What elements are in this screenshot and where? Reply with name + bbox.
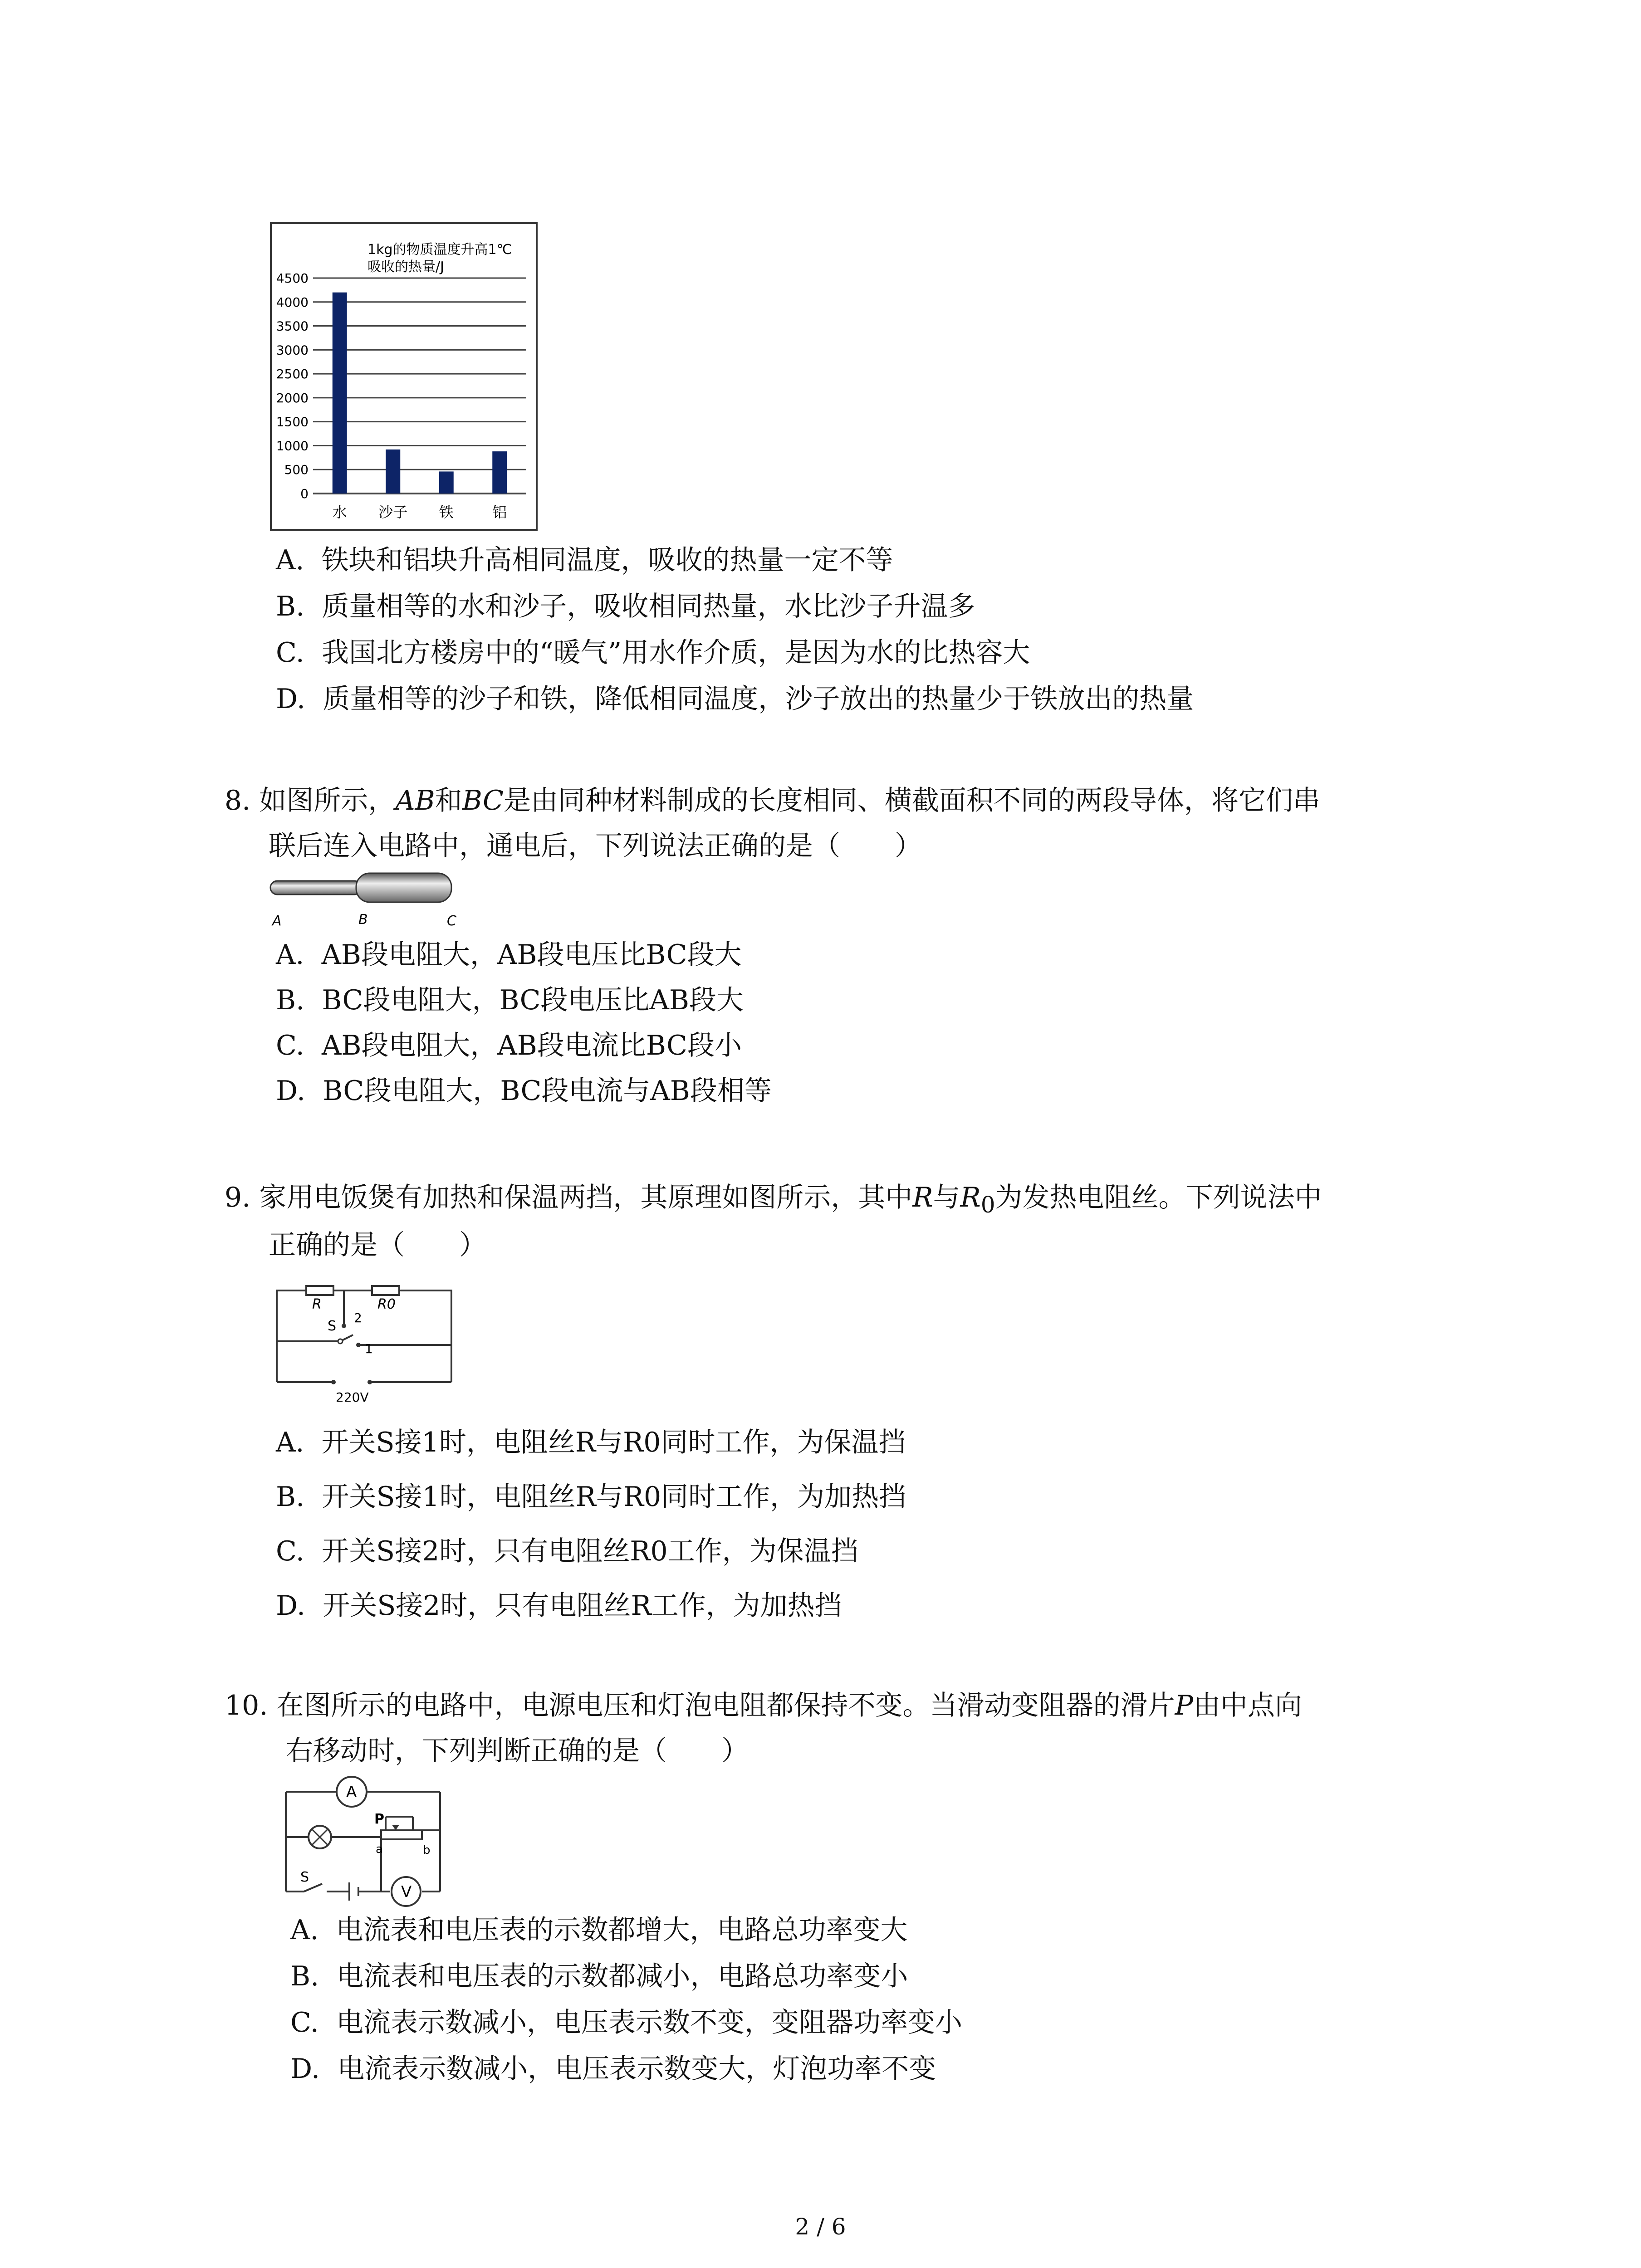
option-text: 电流表示数减小，电压表示数不变，变阻器功率变小 (336, 2007, 962, 2038)
q9-stem-line-2: 正确的是（ ） (269, 1229, 486, 1261)
q8-stem-line-1 (225, 778, 1320, 823)
option-text: 开关S接1时，电阻丝R与R0同时工作，为保温挡 (321, 1427, 906, 1458)
option-letter: D. (276, 683, 306, 715)
resistor-r0 (372, 1286, 399, 1295)
chart-category-label: 水 (332, 503, 347, 521)
label-pos-2: 2 (354, 1310, 362, 1325)
ammeter-label: A (346, 1783, 357, 1801)
option-letter: C. (276, 637, 304, 669)
option-letter: B. (276, 1481, 305, 1513)
var-bc: BC (462, 785, 504, 816)
terminal-right (367, 1380, 372, 1384)
option-text: 开关S接2时，只有电阻丝R工作，为加热挡 (323, 1590, 842, 1622)
q9-option-c[interactable] (276, 1529, 858, 1574)
rheostat (381, 1830, 422, 1839)
option-text: 开关S接1时，电阻丝R与R0同时工作，为加热挡 (322, 1481, 906, 1513)
stem-text: 在图所示的电路中，电源电压和灯泡电阻都保持不变。当滑动变阻器的滑片 (276, 1690, 1175, 1721)
var-r0: R (960, 1182, 981, 1213)
q10-stem-line-2: 右移动时，下列判断正确的是（ ） (286, 1735, 749, 1767)
q8-option-b[interactable] (276, 978, 744, 1023)
rice-cooker-svg (263, 1272, 463, 1422)
var-p: P (1175, 1690, 1193, 1721)
q9-stem-line-1 (225, 1175, 1322, 1227)
option-letter: D. (290, 2053, 320, 2085)
label-p: P (374, 1811, 384, 1827)
var-ab: AB (395, 785, 435, 816)
label-pos-1: 1 (365, 1341, 373, 1356)
resistor-r (306, 1286, 333, 1295)
contact-1 (356, 1343, 361, 1347)
option-text: 我国北方楼房中的“暖气”用水作介质，是因为水的比热容大 (322, 637, 1030, 669)
chart-ytick-label: 4000 (276, 294, 309, 310)
option-text: 电流表和电压表的示数都减小，电路总功率变小 (336, 1960, 908, 1992)
q8-option-c[interactable] (276, 1023, 742, 1068)
q7-option-a[interactable] (276, 538, 893, 583)
chart-ytick-label: 0 (300, 486, 309, 501)
subscript: 0 (980, 1192, 995, 1218)
option-letter: A. (276, 939, 304, 971)
q9-option-a[interactable] (276, 1420, 906, 1465)
page-number: 2 / 6 (795, 2214, 846, 2240)
label-s: S (328, 1318, 337, 1334)
q7-option-c[interactable] (276, 630, 1030, 675)
stem-text: 与 (933, 1182, 960, 1213)
option-text: 开关S接2时，只有电阻丝R0工作，为保温挡 (322, 1535, 858, 1567)
stem-text: 是由同种材料制成的长度相同、横截面积不同的两段导体，将它们串 (503, 785, 1320, 816)
conductor-svg (268, 869, 463, 932)
option-text: BC段电阻大，BC段电流与AB段相等 (323, 1075, 772, 1107)
heat-chart-svg (270, 222, 538, 531)
q10-option-b[interactable] (290, 1954, 908, 1999)
slider-circuit (277, 1771, 467, 1907)
question-number: 9. (225, 1182, 251, 1213)
slider-circuit-svg (277, 1771, 467, 1907)
option-letter: A. (276, 1427, 304, 1458)
label-a: A (272, 913, 282, 929)
voltmeter-label: V (401, 1883, 412, 1901)
terminal-left (331, 1380, 336, 1384)
option-letter: B. (276, 591, 305, 622)
option-text: AB段电阻大，AB段电流比BC段小 (322, 1030, 742, 1061)
chart-ytick-label: 3000 (276, 342, 309, 358)
stem-text: 如图所示， (259, 785, 396, 816)
option-text: AB段电阻大，AB段电压比BC段大 (321, 939, 742, 971)
var-r: R (912, 1182, 933, 1213)
chart-ytick-label: 1500 (276, 414, 309, 430)
option-letter: D. (276, 1075, 306, 1107)
chart-bar-2 (439, 471, 454, 494)
thick-segment-bc (356, 873, 451, 902)
option-text: 质量相等的水和沙子，吸收相同热量，水比沙子升温多 (322, 591, 975, 622)
label-b: b (423, 1843, 431, 1857)
q10-stem-line-1 (225, 1683, 1302, 1728)
chart-category-label: 沙子 (378, 503, 408, 521)
label-a: a (376, 1843, 383, 1856)
label-s: S (300, 1869, 309, 1885)
stem-text: 由中点向 (1193, 1690, 1302, 1721)
switch-pivot (338, 1339, 343, 1344)
chart-bar-3 (492, 451, 507, 494)
label-r0: R0 (377, 1296, 396, 1312)
option-letter: C. (276, 1535, 304, 1567)
stem-text: 和 (435, 785, 462, 816)
option-text: BC段电阻大，BC段电压比AB段大 (322, 984, 744, 1016)
q10-option-c[interactable] (290, 2000, 962, 2045)
heat-chart (270, 222, 538, 531)
option-text: 电流表示数减小，电压表示数变大，灯泡功率不变 (337, 2053, 936, 2085)
option-letter: D. (276, 1590, 306, 1622)
chart-title-line-1: 1kg的物质温度升高1℃ (367, 242, 512, 258)
q7-option-d[interactable] (276, 676, 1194, 722)
q9-option-b[interactable] (276, 1474, 906, 1520)
q8-option-a[interactable] (276, 932, 742, 978)
q8-stem-line-2: 联后连入电路中，通电后，下列说法正确的是（ ） (269, 830, 922, 862)
contact-2 (342, 1324, 346, 1328)
question-number: 10. (225, 1690, 268, 1721)
q10-option-d[interactable] (290, 2046, 936, 2092)
q8-option-d[interactable] (276, 1068, 772, 1114)
chart-ytick-label: 4500 (276, 271, 309, 286)
q10-option-a[interactable] (290, 1907, 908, 1953)
label-220v: 220V (336, 1390, 369, 1405)
option-letter: C. (276, 1030, 304, 1061)
chart-ytick-label: 2500 (276, 367, 309, 382)
chart-category-label: 铁 (439, 503, 454, 521)
option-letter: A. (290, 1914, 319, 1946)
label-b: B (358, 912, 368, 928)
option-letter: B. (290, 1960, 319, 1992)
stem-text: 家用电饭煲有加热和保温两挡，其原理如图所示，其中 (259, 1182, 913, 1213)
q7-option-b[interactable] (276, 584, 975, 629)
chart-bar-0 (333, 293, 347, 494)
chart-ytick-label: 500 (284, 462, 309, 478)
chart-ytick-label: 1000 (276, 438, 309, 454)
q9-option-d[interactable] (276, 1583, 842, 1628)
option-text: 铁块和铝块升高相同温度，吸收的热量一定不等 (321, 544, 893, 576)
thin-segment-ab (270, 881, 361, 894)
option-letter: C. (290, 2007, 319, 2038)
chart-category-label: 铝 (492, 503, 507, 521)
rice-cooker-circuit (263, 1272, 463, 1422)
conductor-figure (268, 869, 463, 932)
label-r: R (312, 1296, 322, 1312)
chart-ytick-label: 3500 (276, 318, 309, 334)
question-number: 8. (225, 785, 251, 816)
option-text: 质量相等的沙子和铁，降低相同温度，沙子放出的热量少于铁放出的热量 (323, 683, 1194, 715)
chart-ytick-label: 2000 (276, 390, 309, 406)
option-text: 电流表和电压表的示数都增大，电路总功率变大 (336, 1914, 908, 1946)
option-letter: B. (276, 984, 305, 1016)
label-c: C (447, 913, 456, 929)
stem-text: 为发热电阻丝。下列说法中 (995, 1182, 1322, 1213)
chart-bar-1 (386, 450, 400, 494)
option-letter: A. (276, 544, 304, 576)
chart-title-line-2: 吸收的热量/J (367, 259, 444, 275)
